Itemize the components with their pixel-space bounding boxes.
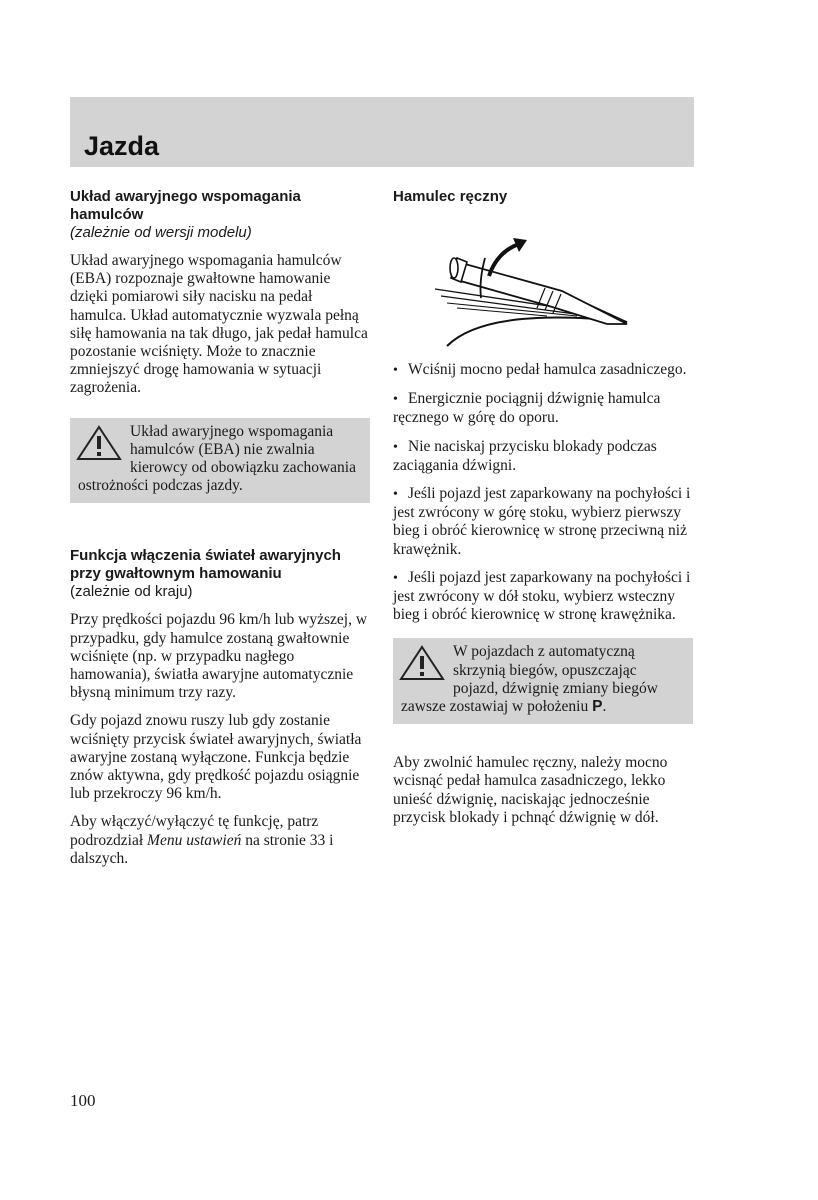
eba-warning-text: Układ awaryjnego wspomagania hamulców (EBA) nie zwalnia kierowcy od obowiązku zachowania ostrożności podczas jazdy. [78,422,356,495]
handbrake-illustration [427,236,659,351]
handbrake-steps-list [393,361,693,624]
page-header [70,97,694,167]
hazard-para-2: Gdy pojazd znowu ruszy lub gdy zostanie wciśnięty przycisk świateł awaryjnych, światła awaryjne zostaną wyłączone. Funkcja będzie znów aktywna, gdy prędkość pojazdu osiągnie lub przekroczy 96 km/h. [70,712,362,803]
bullet: • [393,570,398,586]
warning-icon [76,425,122,461]
park-position-label: P [592,698,603,716]
eba-heading: Układ awaryjnego wspomagania hamulców [70,188,301,223]
step-text: Jeśli pojazd jest zaparkowany na pochyłości i jest zwrócony w górę stoku, wybierz pierwszy bieg i obróć kierownicę w stronę przeciwną niż krawężnik. [393,485,691,558]
eba-note: (zależnie od wersji modelu) [70,224,252,241]
hazard-para-3-post: na stronie 33 i dalszych. [70,831,334,867]
hazard-para-1: Przy prędkości pojazdu 96 km/h lub wyższej, w przypadku, gdy hamulce zostaną gwałtownie wciśnięte (np. w przypadku nagłego hamowania), światła awaryjne automatycznie błysną minimum trzy razy. [70,611,368,702]
automatic-warning-box [393,638,693,724]
step-text: Wciśnij mocno pedał hamulca zasadniczego. [408,361,687,378]
list-item [393,361,693,380]
eba-body: Układ awaryjnego wspomagania hamulców (EBA) rozpoznaje gwałtowne hamowanie dzięki pomiarowi siły nacisku na pedał hamulca. Układ automatycznie wyzwala pełną siłę hamowania na tak długo, jak pedał hamulca pozostanie wciśnięty. Może to znacznie zmniejszyć drogę hamowania w sytuacji zagrożenia. [70,252,368,397]
hazard-para-3-pre: Aby włączyć/wyłączyć tę funkcję, patrz podrozdział [70,813,319,849]
automatic-warning-end: . [602,698,607,716]
hazard-heading: Funkcja włączenia świateł awaryjnych przy gwałtownym hamowaniu [70,547,341,583]
list-item [393,438,693,475]
list-item [393,569,693,625]
handbrake-heading: Hamulec ręczny [393,188,508,205]
left-column [70,188,370,868]
automatic-warning-text: W pojazdach z automatyczną skrzynią biegów, opuszczając pojazd, dźwignię zmiany biegów zawsze zostawiaj w położeniu [401,643,658,716]
step-text: Nie naciskaj przycisku blokady podczas zaciągania dźwigni. [393,437,657,474]
step-text: Jeśli pojazd jest zaparkowany na pochyłości i jest zwrócony w dół stoku, wybierz wsteczny bieg i obróć kierownicę w stronę krawężnika. [393,568,691,624]
page-number: 100 [70,1091,96,1110]
list-item [393,485,693,559]
hazard-note: (zależnie od kraju) [70,583,193,601]
right-column [393,188,693,827]
list-item [393,390,693,427]
bullet: • [393,487,398,503]
menu-settings-link-text: Menu ustawień [147,831,242,849]
warning-icon [399,645,445,681]
hazard-para-3 [70,813,370,868]
release-instructions: Aby zwolnić hamulec ręczny, należy mocno wcisnąć pedał hamulca zasadniczego, lekko unieść dźwignię, naciskając jednocześnie przycisk blokady i pchnąć dźwignię w dół. [393,754,668,826]
step-text: Energicznie pociągnij dźwignię hamulca ręcznego w górę do oporu. [393,390,661,427]
bullet: • [393,439,398,455]
eba-warning-box [70,418,370,504]
page-title: Jazda [84,131,160,161]
bullet: • [393,363,398,378]
bullet: • [393,392,398,408]
